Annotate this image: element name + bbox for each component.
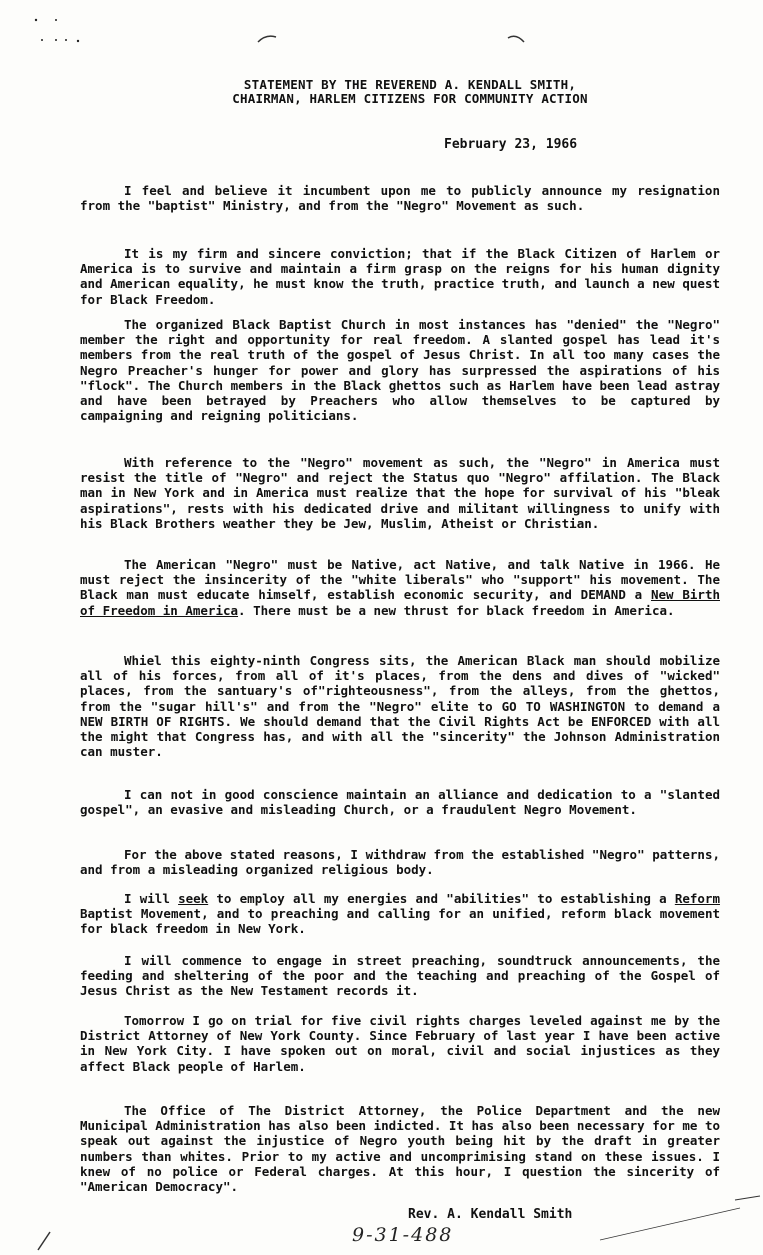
seek-word: seek xyxy=(178,891,209,906)
paragraph-trial: Tomorrow I go on trial for five civil rights charges leveled against me by the District Attorney of New York County. Since February of last year I have been active in New York City. I have spoken out on moral, civil and social injustices as they affect Black people of Harlem. xyxy=(80,1013,720,1074)
paragraph-resignation: I feel and believe it incumbent upon me to publicly announce my resignation from the "baptist" Ministry, and from the "Negro" Movement as such. xyxy=(80,183,720,214)
reform-text-2: to employ all my energies and "abilities" to establishing a xyxy=(208,891,675,906)
reform-text-1: I will xyxy=(124,891,179,906)
reform-word: Reform xyxy=(674,891,720,906)
paragraph-street-preaching: I will commence to engage in street preaching, soundtruck announcements, the feeding and sheltering of the poor and the teaching and preaching of the Gospel of Jesus Christ as the New Testament records it. xyxy=(80,953,720,999)
paragraph-american-negro xyxy=(80,557,720,618)
paragraph-american-negro-end: . There must be a new thrust for black freedom in America. xyxy=(238,602,675,618)
paragraph-congress: Whiel this eighty-ninth Congress sits, the American Black man should mobilize all of his forces, from all of it's places, from the dens and dives of "wicked" places, from the santuary's of"righteousness", from the alleys, from the ghettos, from the "sugar hill's" and from the "Negro" elite to GO TO WASHINGTON to demand a NEW BIRTH OF RIGHTS. We should demand that the Civil Rights Act be ENFORCED with all the might that Congress has, and with all the "sincerity" the Johnson Administration can muster. xyxy=(80,653,720,760)
paragraph-conviction: It is my firm and sincere conviction; that if the Black Citizen of Harlem or America is to survive and maintain a firm grasp on the reigns for his human dignity and American equality, he must know the truth, practice truth, and launch a new quest for Black Freedom. xyxy=(80,246,720,307)
punch-mark-left xyxy=(258,36,276,42)
title-line-2: CHAIRMAN, HARLEM CITIZENS FOR COMMUNITY ACTION xyxy=(232,91,588,106)
signature: Rev. A. Kendall Smith xyxy=(408,1207,573,1222)
paragraph-reform-movement xyxy=(80,891,720,937)
paragraph-withdraw: For the above stated reasons, I withdraw from the established "Negro" patterns, and from a misleading organized religious body. xyxy=(80,847,720,878)
stray-line xyxy=(600,1208,740,1240)
corner-mark xyxy=(38,1232,50,1250)
statement-date: February 23, 1966 xyxy=(444,137,578,152)
statement-title xyxy=(140,78,680,106)
paragraph-district-attorney: The Office of The District Attorney, the Police Department and the new Municipal Administration has also been indicted. It has also been necessary for me to speak out against the injustice of Negro youth being hit by the draft in greater numbers than whites. Prior to my active and uncomprimising stand on these issues. I knew of no police or Federal charges. At this hour, I question the sincerity of "American Democracy". xyxy=(80,1103,720,1195)
file-number: 9-31-488 xyxy=(352,1224,454,1246)
punch-mark-right xyxy=(508,36,524,42)
title-line-1: STATEMENT BY THE REVEREND A. KENDALL SMITH, xyxy=(243,77,577,92)
paragraph-baptist-church: The organized Black Baptist Church in most instances has "denied" the "Negro" member the right and opportunity for real freedom. A slanted gospel has lead it's members from the real truth of the gospel of Jesus Christ. In all too many cases the Negro Preacher's hunger for power and glory has surpressed the aspirations of his "flock". The Church members in the Black ghettos such as Harlem have been lead astray and have been betrayed by Preachers who allow themselves to be captured by campaigning and reigning politicians. xyxy=(80,317,720,424)
paragraph-conscience: I can not in good conscience maintain an alliance and dedication to a "slanted gospel", an evasive and misleading Church, or a fraudulent Negro Movement. xyxy=(80,787,720,818)
paragraph-negro-movement: With reference to the "Negro" movement as such, the "Negro" in America must resist the title of "Negro" and reject the Status quo "Negro" affilation. The Black man in New York and in America must realize that the hope for survival of his "bleak aspirations", rests with his dedicated drive and militant willingness to unify with his Black Brothers weather they be Jew, Muslim, Atheist or Christian. xyxy=(80,455,720,531)
paragraph-american-negro-text: The American "Negro" must be Native, act Native, and talk Native in 1966. He must reject the insincerity of the "white liberals" who "support" his movement. The Black man must educate himself, establish economic security, and DEMAND a xyxy=(80,557,720,603)
reform-text-3: Baptist Movement, and to preaching and calling for an unified, reform black movement for black freedom in New York. xyxy=(80,906,720,937)
new-birth-of-freedom-phrase: New Birth of Freedom in America xyxy=(80,587,720,618)
